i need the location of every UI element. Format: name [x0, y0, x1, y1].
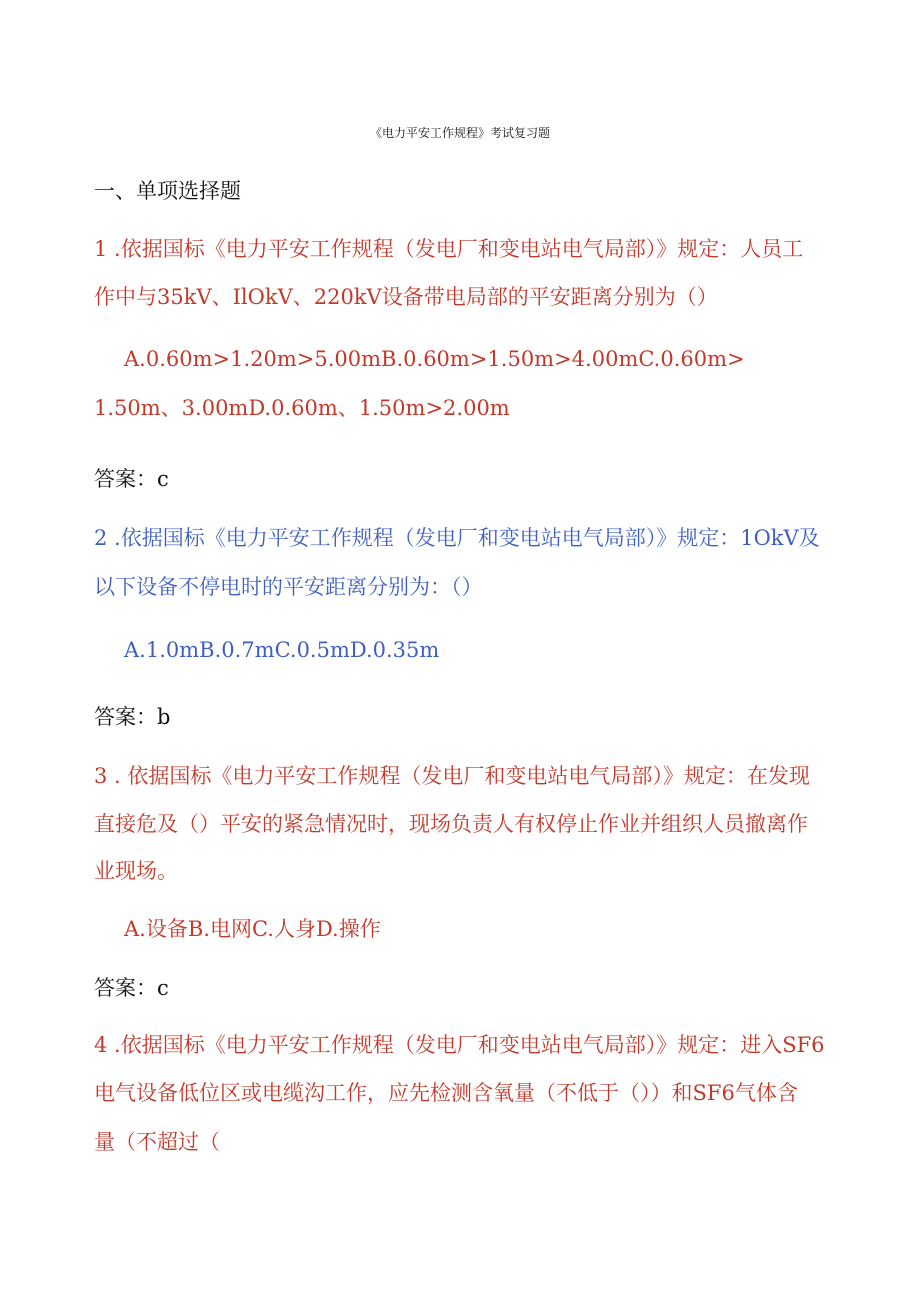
- question-4-line-2: 电气设备低位区或电缆沟工作，应先检测含氧量（不低于（））和SF6气体含: [94, 1081, 798, 1105]
- question-2-line-1: 2 .依据国标《电力平安工作规程（发电厂和变电站电气局部）》规定：1OkV及: [94, 526, 820, 550]
- question-4-line-3: 量（不超过（: [94, 1130, 220, 1154]
- question-3-line-3: 业现场。: [94, 859, 178, 883]
- question-1-options-line-1: A.0.60m>1.20m>5.00mB.0.60m>1.50m>4.00mC.0.60m>: [124, 347, 745, 371]
- question-3-line-2: 直接危及（）平安的紧急情况时，现场负责人有权停止作业并组织人员撤离作: [94, 812, 808, 836]
- page-title: 《电力平安工作规程》考试复习题: [369, 126, 550, 140]
- section-heading: 一、单项选择题: [94, 179, 241, 203]
- question-3-answer: 答案：c: [94, 976, 169, 1000]
- question-2-line-2: 以下设备不停电时的平安距离分别为：（）: [94, 575, 483, 599]
- question-1-line-2: 作中与35kV、IlOkV、220kV设备带电局部的平安距离分别为（）: [94, 285, 718, 309]
- question-4-line-1: 4 .依据国标《电力平安工作规程（发电厂和变电站电气局部）》规定：进入SF6: [94, 1033, 825, 1057]
- question-1-answer: 答案：c: [94, 467, 169, 491]
- question-1-options-line-2: 1.50m、3.00mD.0.60m、1.50m>2.00m: [94, 396, 510, 420]
- question-3-line-1: 3 . 依据国标《电力平安工作规程（发电厂和变电站电气局部）》规定：在发现: [94, 764, 810, 788]
- question-3-options: A.设备B.电网C.人身D.操作: [124, 917, 381, 941]
- question-1-line-1: 1 .依据国标《电力平安工作规程（发电厂和变电站电气局部）》规定：人员工: [94, 237, 804, 261]
- question-2-answer: 答案：b: [94, 705, 171, 729]
- question-2-options: A.1.0mB.0.7mC.0.5mD.0.35m: [124, 638, 440, 662]
